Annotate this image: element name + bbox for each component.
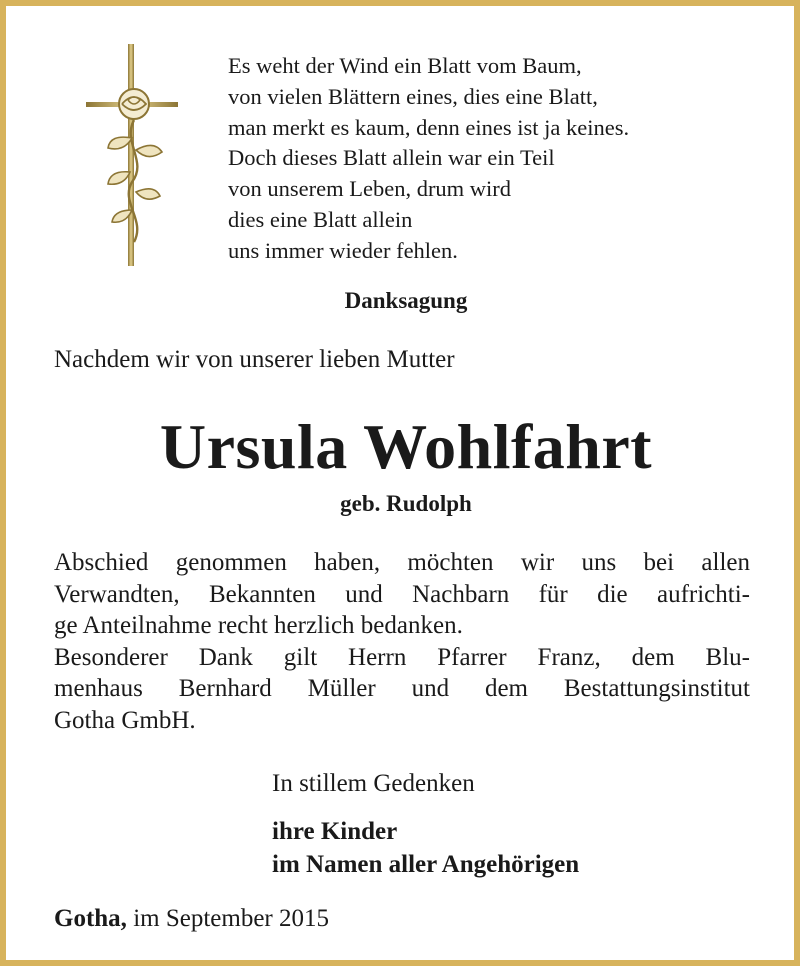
poem-line: von unserem Leben, drum wird (228, 176, 512, 202)
text-line: ge Anteilnahme recht herzlich bedanken. (54, 612, 463, 640)
place-date (54, 905, 329, 933)
cross-with-rose-icon (82, 42, 182, 268)
memory-text: In stillem Gedenken (272, 770, 475, 797)
text-line: menhaus Bernhard Müller und dem Bestattungsinstitut (54, 675, 750, 703)
signer-line: ihre Kinder (272, 818, 398, 845)
intro-text: Nachdem wir von unserer lieben Mutter (54, 346, 455, 373)
signer-line: im Namen aller Angehörigen (272, 851, 580, 878)
poem-line: von vielen Blättern eines, dies eine Blatt, (228, 83, 598, 109)
text-line: Abschied genommen haben, möchten wir uns bei allen (54, 549, 750, 576)
place-city: Gotha, (54, 905, 127, 932)
heading: Danksagung (344, 288, 468, 313)
poem-line: uns immer wieder fehlen. (228, 237, 458, 263)
poem-line: man merkt es kaum, denn eines ist ja keines. (228, 114, 630, 140)
deceased-name: Ursula Wohlfahrt (159, 411, 653, 482)
poem (228, 51, 629, 267)
text-line: Besonderer Dank gilt Herrn Pfarrer Franz, dem Blu- (54, 643, 750, 671)
text-line: Verwandten, Bekannten und Nachbarn für die aufrichti- (54, 580, 750, 608)
poem-line: Es weht der Wind ein Blatt vom Baum, (228, 53, 582, 78)
poem-line: dies eine Blatt allein (228, 206, 413, 232)
poem-line: Doch dieses Blatt allein war ein Teil (228, 145, 555, 171)
thanks-text (54, 547, 750, 737)
text-line: Gotha GmbH. (54, 706, 196, 734)
place-date-text: im September 2015 (133, 905, 329, 932)
signers (272, 815, 579, 881)
birth-name: geb. Rudolph (340, 491, 472, 516)
